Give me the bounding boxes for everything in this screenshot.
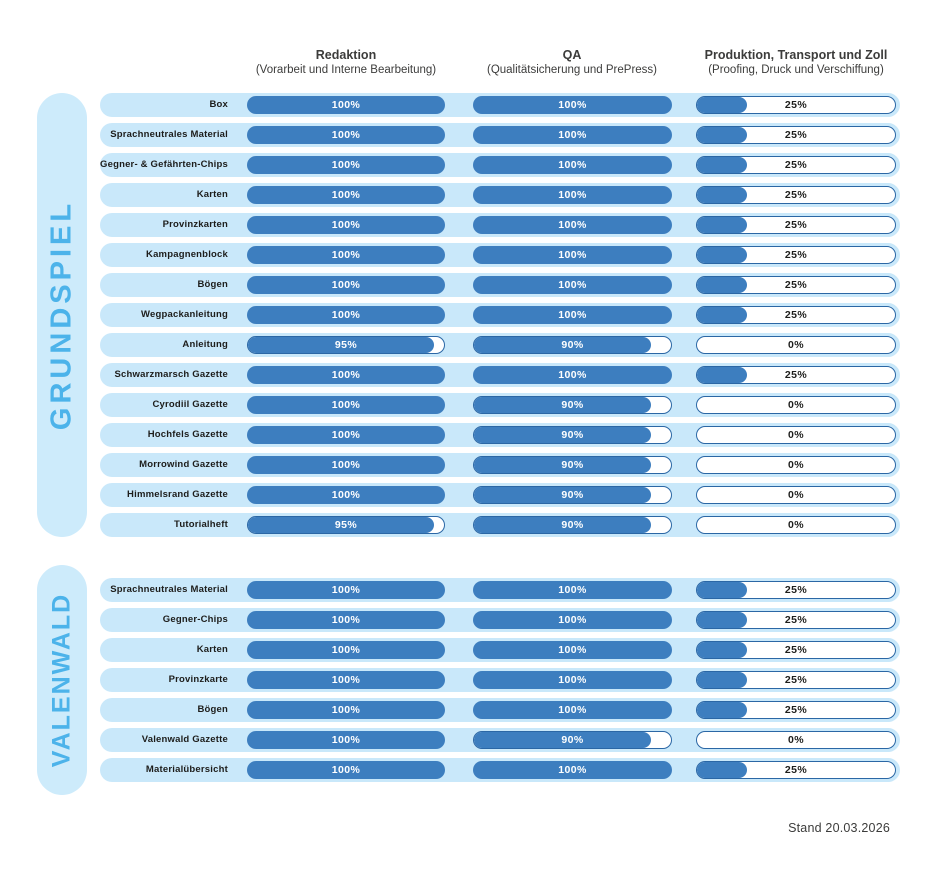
progress-bar-redaktion <box>247 486 445 504</box>
column-header-produktion <box>681 48 911 77</box>
progress-bar-qa <box>473 456 672 474</box>
progress-bar-qa <box>473 516 672 534</box>
progress-value: 95% <box>334 339 358 351</box>
table-row <box>100 273 900 297</box>
progress-value: 100% <box>558 129 587 141</box>
row-label: Anleitung <box>182 339 228 350</box>
progress-bar-redaktion <box>247 246 445 264</box>
progress-value: 25% <box>784 369 808 381</box>
progress-value: 100% <box>331 704 361 716</box>
progress-value: 95% <box>334 519 358 531</box>
progress-bar-produktion <box>696 126 896 144</box>
row-label: Gegner- & Gefährten-Chips <box>100 159 228 170</box>
progress-bar-qa <box>473 701 672 719</box>
progress-value: 100% <box>331 734 361 746</box>
progress-value: 0% <box>788 399 804 411</box>
row-label: Morrowind Gazette <box>139 459 228 470</box>
progress-value: 90% <box>561 734 584 746</box>
progress-value: 0% <box>788 734 804 746</box>
progress-bar-qa <box>473 396 672 414</box>
progress-value: 100% <box>331 584 361 596</box>
date-stamp: Stand 20.03.2026 <box>788 821 890 835</box>
table-row <box>100 758 900 782</box>
table-row <box>100 333 900 357</box>
progress-value: 100% <box>558 614 587 626</box>
progress-bar-produktion <box>696 366 896 384</box>
table-row <box>100 243 900 267</box>
table-row <box>100 638 900 662</box>
progress-value: 100% <box>331 189 361 201</box>
progress-bar-redaktion <box>247 581 445 599</box>
progress-value: 25% <box>784 279 808 291</box>
progress-value: 90% <box>561 489 584 501</box>
progress-bar-redaktion <box>247 366 445 384</box>
table-row <box>100 303 900 327</box>
progress-bar-qa <box>473 731 672 749</box>
progress-value: 100% <box>331 279 361 291</box>
progress-bar-redaktion <box>247 731 445 749</box>
row-label: Karten <box>196 644 228 655</box>
progress-bar-qa <box>473 126 672 144</box>
progress-value: 100% <box>558 219 587 231</box>
row-label: Bögen <box>197 279 228 290</box>
column-header-redaktion <box>231 48 461 77</box>
progress-value: 100% <box>558 584 587 596</box>
progress-value: 100% <box>331 249 361 261</box>
progress-value: 100% <box>558 279 587 291</box>
column-header-qa <box>457 48 687 77</box>
progress-value: 100% <box>331 399 361 411</box>
table-row <box>100 483 900 507</box>
progress-bar-produktion <box>696 731 896 749</box>
row-label: Schwarzmarsch Gazette <box>114 369 228 380</box>
progress-value: 100% <box>331 459 361 471</box>
column-title: Redaktion <box>315 48 377 62</box>
progress-bar-redaktion <box>247 611 445 629</box>
progress-value: 90% <box>561 429 584 441</box>
progress-value: 100% <box>558 704 587 716</box>
progress-bar-redaktion <box>247 96 445 114</box>
progress-value: 25% <box>784 764 808 776</box>
table-row <box>100 513 900 537</box>
table-row <box>100 123 900 147</box>
table-row <box>100 578 900 602</box>
table-row <box>100 393 900 417</box>
progress-value: 100% <box>331 99 361 111</box>
progress-value: 25% <box>784 129 808 141</box>
progress-bar-produktion <box>696 186 896 204</box>
progress-bar-produktion <box>696 246 896 264</box>
row-label: Gegner-Chips <box>162 614 228 625</box>
progress-bar-redaktion <box>247 186 445 204</box>
progress-value: 100% <box>331 219 361 231</box>
table-row <box>100 213 900 237</box>
progress-value: 100% <box>331 644 361 656</box>
progress-bar-produktion <box>696 516 896 534</box>
progress-value: 100% <box>331 489 361 501</box>
progress-value: 25% <box>784 584 808 596</box>
progress-value: 25% <box>784 614 808 626</box>
progress-value: 100% <box>558 249 587 261</box>
column-title: QA <box>562 48 582 62</box>
progress-bar-redaktion <box>247 396 445 414</box>
progress-bar-qa <box>473 96 672 114</box>
table-row <box>100 423 900 447</box>
progress-value: 100% <box>558 674 587 686</box>
progress-bar-redaktion <box>247 516 445 534</box>
table-row <box>100 153 900 177</box>
progress-value: 100% <box>331 429 361 441</box>
progress-bar-qa <box>473 671 672 689</box>
progress-bar-qa <box>473 611 672 629</box>
progress-value: 90% <box>561 459 584 471</box>
progress-bar-redaktion <box>247 126 445 144</box>
row-label: Box <box>209 99 228 110</box>
table-row <box>100 608 900 632</box>
progress-bar-produktion <box>696 216 896 234</box>
progress-bar-qa <box>473 276 672 294</box>
progress-value: 100% <box>558 644 587 656</box>
progress-bar-qa <box>473 581 672 599</box>
table-row <box>100 698 900 722</box>
progress-bar-redaktion <box>247 761 445 779</box>
progress-bar-produktion <box>696 276 896 294</box>
row-label: Sprachneutrales Material <box>110 129 228 140</box>
progress-bar-qa <box>473 186 672 204</box>
progress-value: 0% <box>788 519 804 531</box>
progress-bar-produktion <box>696 671 896 689</box>
progress-bar-qa <box>473 216 672 234</box>
column-title: Produktion, Transport und Zoll <box>704 48 888 62</box>
row-label: Hochfels Gazette <box>147 429 228 440</box>
progress-bar-qa <box>473 306 672 324</box>
row-label: Wegpackanleitung <box>141 309 228 320</box>
row-label: Karten <box>196 189 228 200</box>
column-subtitle: (Proofing, Druck und Verschiffung) <box>708 64 884 76</box>
progress-value: 25% <box>784 249 808 261</box>
progress-bar-redaktion <box>247 216 445 234</box>
progress-value: 100% <box>331 129 361 141</box>
section-label: GRUNDSPIEL <box>45 199 78 431</box>
column-subtitle: (Vorarbeit und Interne Bearbeitung) <box>255 64 437 76</box>
progress-bar-qa <box>473 336 672 354</box>
progress-value: 100% <box>331 159 361 171</box>
progress-value: 25% <box>784 99 808 111</box>
progress-bar-qa <box>473 761 672 779</box>
progress-value: 90% <box>561 399 584 411</box>
section-label: VALENWALD <box>47 592 76 768</box>
table-row <box>100 93 900 117</box>
table-row <box>100 668 900 692</box>
progress-bar-redaktion <box>247 671 445 689</box>
progress-bar-qa <box>473 641 672 659</box>
progress-value: 25% <box>784 219 808 231</box>
progress-bar-produktion <box>696 486 896 504</box>
progress-value: 0% <box>788 489 804 501</box>
progress-bar-produktion <box>696 426 896 444</box>
progress-value: 100% <box>558 309 587 321</box>
progress-value: 90% <box>561 339 584 351</box>
progress-bar-qa <box>473 246 672 264</box>
progress-value: 0% <box>788 339 804 351</box>
column-subtitle: (Qualitätsicherung und PrePress) <box>486 64 658 76</box>
progress-bar-produktion <box>696 96 896 114</box>
progress-bar-produktion <box>696 581 896 599</box>
progress-value: 100% <box>331 614 361 626</box>
progress-bar-redaktion <box>247 276 445 294</box>
progress-bar-produktion <box>696 701 896 719</box>
progress-value: 100% <box>331 369 361 381</box>
row-label: Provinzkarten <box>162 219 228 230</box>
progress-value: 100% <box>558 99 587 111</box>
progress-bar-qa <box>473 486 672 504</box>
progress-value: 0% <box>788 429 804 441</box>
progress-bar-redaktion <box>247 156 445 174</box>
row-label: Materialübersicht <box>145 764 228 775</box>
progress-bar-produktion <box>696 456 896 474</box>
progress-bar-qa <box>473 426 672 444</box>
progress-value: 100% <box>331 309 361 321</box>
progress-bar-redaktion <box>247 426 445 444</box>
progress-value: 100% <box>558 764 587 776</box>
progress-bar-redaktion <box>247 336 445 354</box>
progress-value: 100% <box>558 369 587 381</box>
progress-value: 25% <box>784 644 808 656</box>
table-row <box>100 728 900 752</box>
row-label: Sprachneutrales Material <box>110 584 228 595</box>
row-label: Himmelsrand Gazette <box>127 489 228 500</box>
progress-value: 25% <box>784 189 808 201</box>
progress-bar-produktion <box>696 156 896 174</box>
progress-bar-redaktion <box>247 306 445 324</box>
progress-value: 25% <box>784 674 808 686</box>
progress-value: 25% <box>784 309 808 321</box>
progress-bar-produktion <box>696 336 896 354</box>
table-row <box>100 183 900 207</box>
progress-bar-qa <box>473 366 672 384</box>
row-label: Cyrodiil Gazette <box>152 399 228 410</box>
progress-value: 100% <box>331 674 361 686</box>
row-label: Kampagnenblock <box>146 249 228 260</box>
progress-bar-produktion <box>696 611 896 629</box>
progress-value: 100% <box>558 159 587 171</box>
row-label: Bögen <box>197 704 228 715</box>
progress-bar-produktion <box>696 306 896 324</box>
progress-value: 100% <box>558 189 587 201</box>
progress-bar-qa <box>473 156 672 174</box>
row-label: Tutorialheft <box>174 519 228 530</box>
progress-bar-produktion <box>696 761 896 779</box>
progress-value: 90% <box>561 519 584 531</box>
progress-bar-redaktion <box>247 701 445 719</box>
progress-bar-produktion <box>696 641 896 659</box>
progress-bar-redaktion <box>247 456 445 474</box>
progress-bar-produktion <box>696 396 896 414</box>
progress-bar-redaktion <box>247 641 445 659</box>
progress-value: 25% <box>784 704 808 716</box>
progress-value: 25% <box>784 159 808 171</box>
table-row <box>100 453 900 477</box>
row-label: Valenwald Gazette <box>141 734 228 745</box>
progress-value: 0% <box>788 459 804 471</box>
row-label: Provinzkarte <box>168 674 228 685</box>
progress-value: 100% <box>331 764 361 776</box>
table-row <box>100 363 900 387</box>
